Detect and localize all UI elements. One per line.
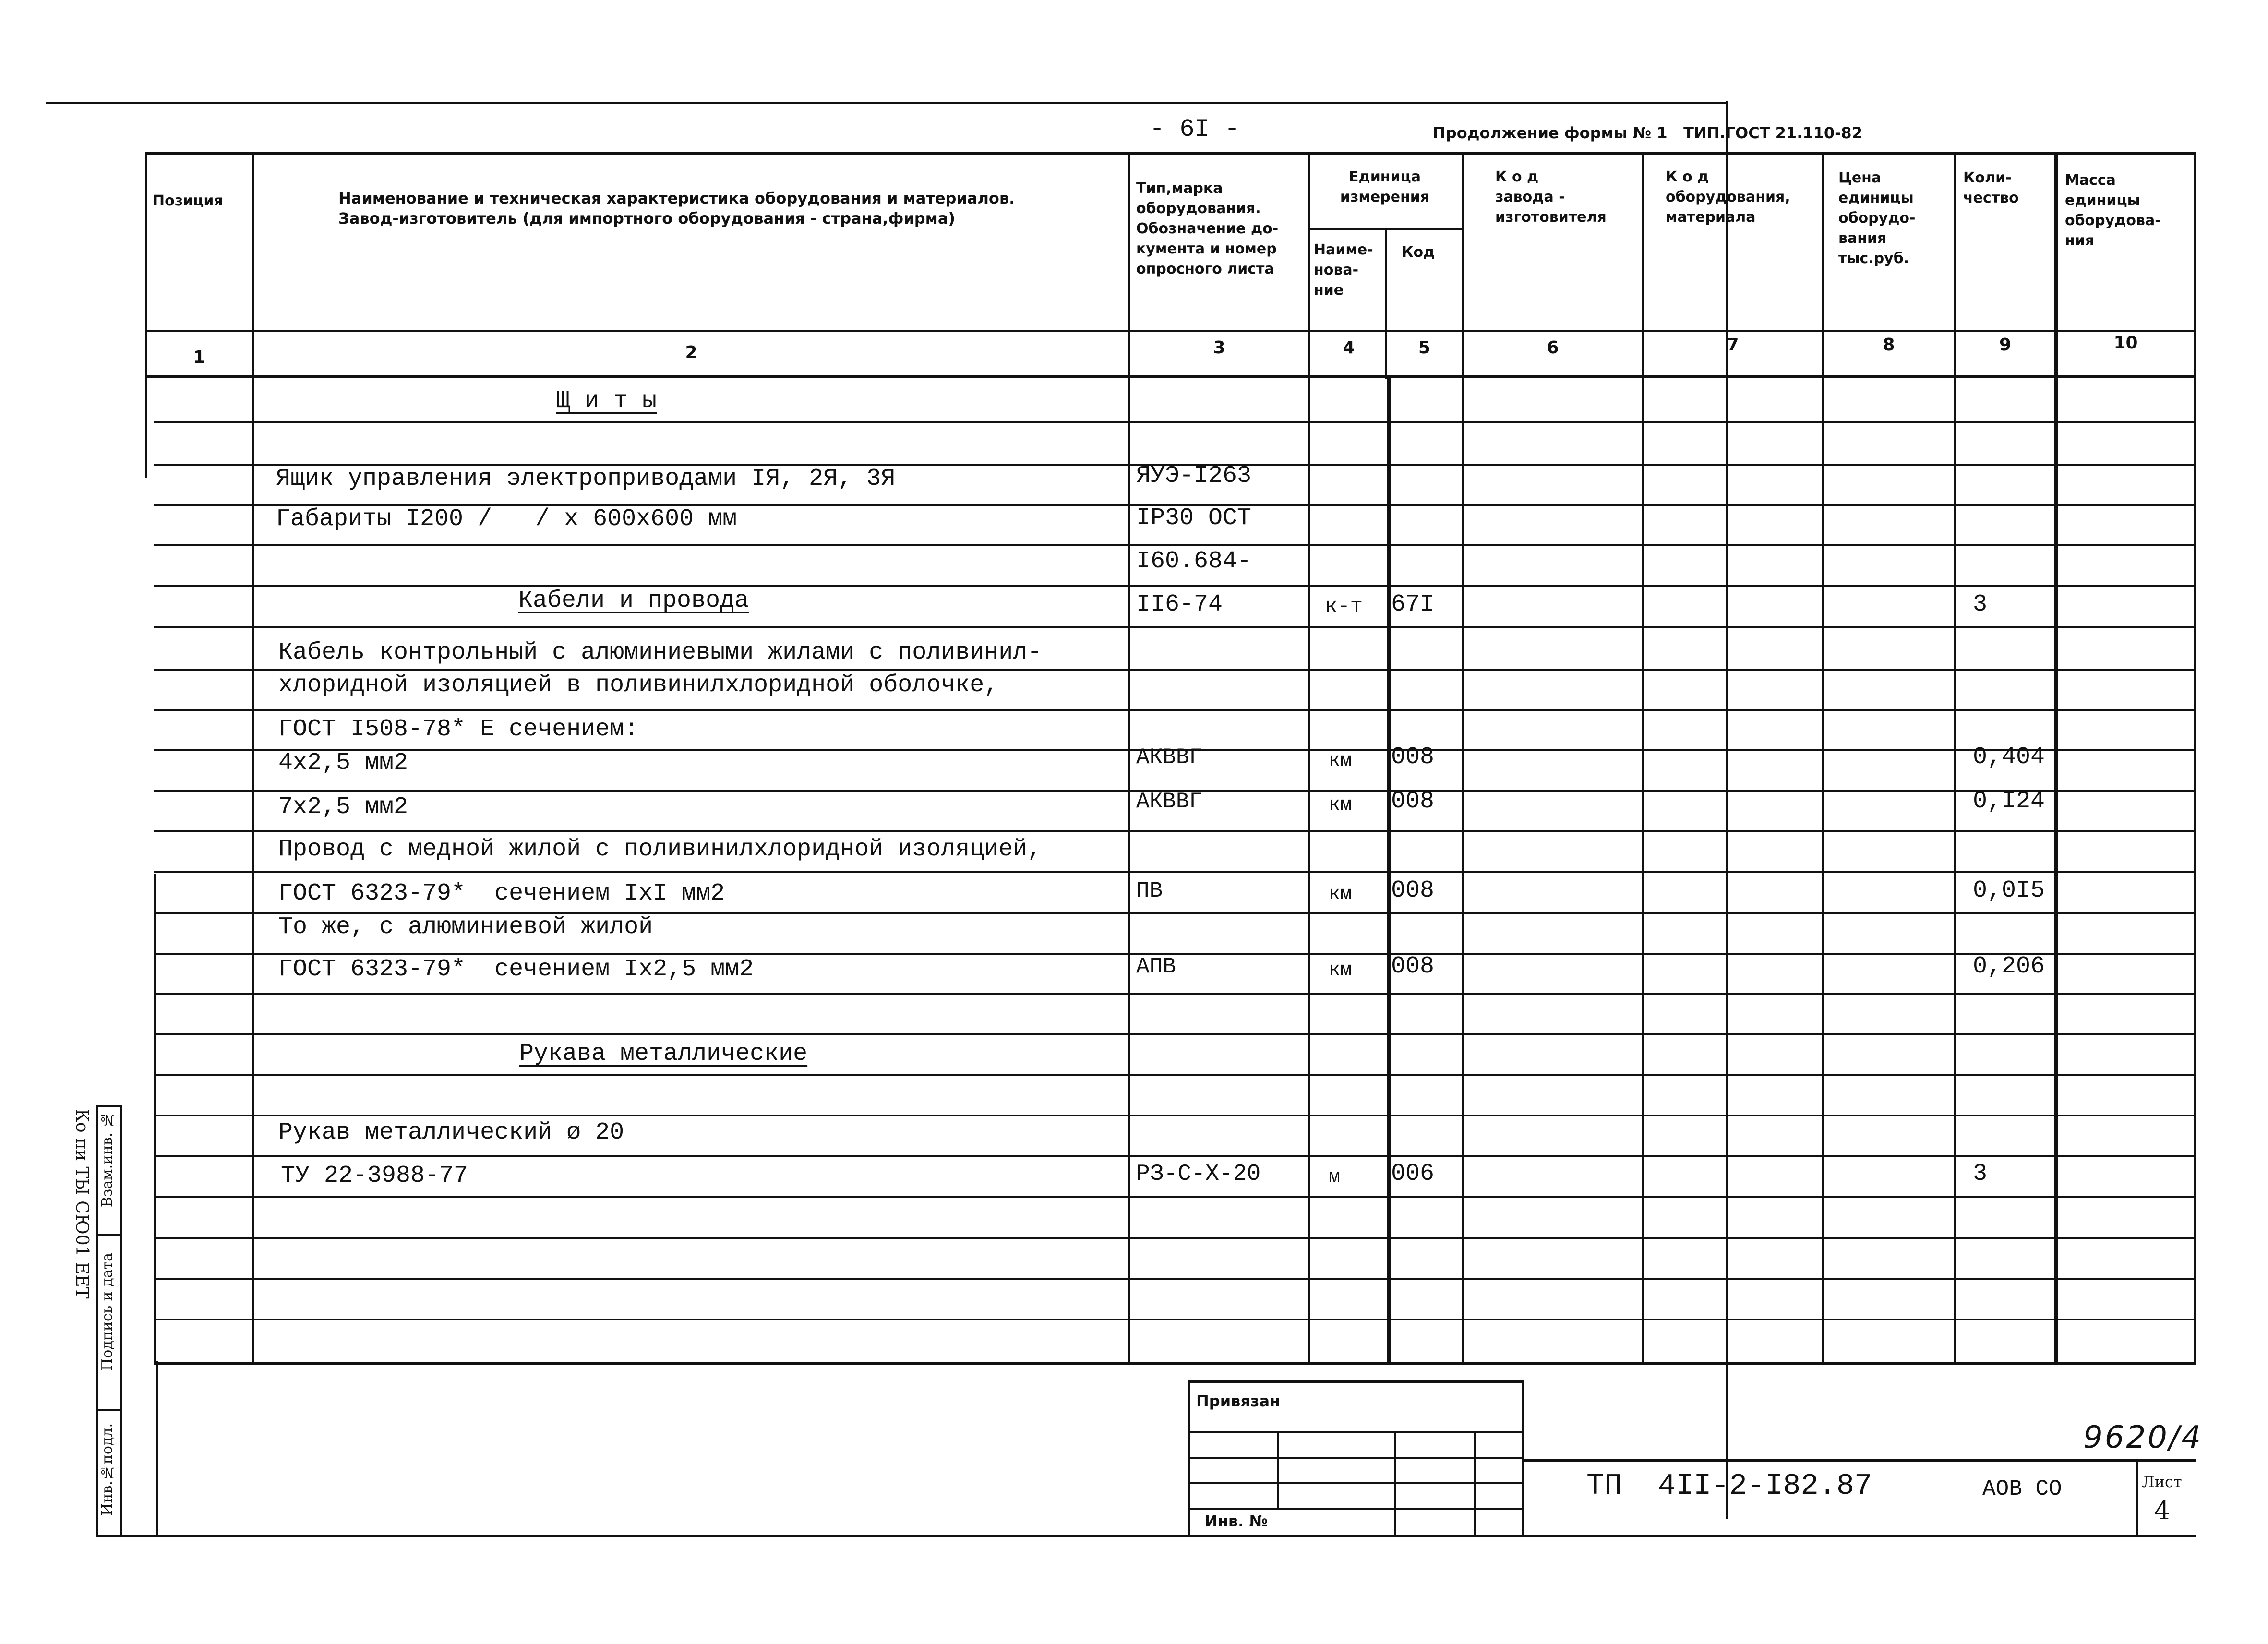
item-unit: к-т [1325, 595, 1363, 619]
vzam-inv-label: Взам.инв. № [99, 1111, 116, 1208]
item-type: II6-74 [1136, 591, 1223, 618]
item-qty: 3 [1973, 591, 1988, 618]
inv-number-label: Инв. № [1205, 1512, 1268, 1530]
item-code: 008 [1391, 877, 1435, 904]
col-header-unit-code: Код [1402, 244, 1435, 261]
item-unit: км [1329, 750, 1352, 772]
item-code: 008 [1391, 953, 1435, 980]
item-name: ГОСТ 6323-79* сечением IхI мм2 [278, 880, 725, 907]
col-number: 2 [685, 343, 697, 362]
sheet-number: 4 [2154, 1497, 2171, 1525]
col-header-type: Тип,марка оборудования. Обозначение до- кумента и номер опросного листа [1136, 180, 1279, 277]
item-type: АКВВГ [1136, 745, 1203, 770]
item-name: хлоридной изоляцией в поливинилхлоридной оболочке, [278, 672, 999, 699]
item-qty: 0,I24 [1973, 788, 2045, 815]
item-qty: 0,0I5 [1973, 877, 2045, 904]
col-header-unit-name: Наиме- нова- ние [1314, 241, 1373, 299]
album-code: АОВ СО [1982, 1476, 2062, 1501]
item-type: IP30 ОСТ [1136, 504, 1252, 532]
col-header-name: Наименование и техническая характеристика оборудования и материалов. Завод-изготовитель (для импортного оборудования - страна,фирма) [338, 189, 1015, 228]
item-name: То же, с алюминиевой жилой [278, 913, 653, 941]
item-code: 67I [1391, 591, 1435, 618]
page-number: - 6I - [1150, 115, 1240, 144]
col-number: 9 [1999, 335, 2012, 355]
section-heading: Кабели и провода [518, 587, 749, 614]
item-unit: км [1329, 960, 1352, 981]
archive-number: 9620/4 [2083, 1420, 2203, 1455]
col-header-maker-code: К о д завода - изготовителя [1495, 168, 1607, 226]
col-number: 7 [1727, 335, 1739, 355]
item-qty: 0,404 [1973, 744, 2045, 771]
col-header-mass: Масса единицы оборудова- ния [2065, 172, 2161, 249]
item-qty: 3 [1973, 1160, 1988, 1188]
item-type: ПВ [1136, 878, 1163, 903]
item-qty: 0,206 [1973, 953, 2045, 980]
item-name: Рукав металлический ø 20 [278, 1119, 624, 1146]
doc-number: ТП 4II-2-I82.87 [1586, 1469, 1872, 1503]
item-unit: м [1329, 1167, 1341, 1188]
item-type: ЯУЭ-I263 [1136, 462, 1252, 490]
col-number: 10 [2113, 333, 2138, 353]
col-number: 1 [193, 348, 205, 367]
copy-note: Ко пи ТЫ СЮ01 ЕЕТ [72, 1109, 92, 1299]
col-header-quantity: Коли- чество [1963, 169, 2019, 206]
item-name: Ящик управления электроприводами IЯ, 2Я, 3Я [276, 465, 896, 492]
item-name: ТУ 22-3988-77 [281, 1162, 468, 1189]
item-code: 006 [1391, 1160, 1435, 1188]
col-header-unit-group: Единица измерения [1340, 168, 1430, 205]
item-name: Провод с медной жилой с поливинилхлоридной изоляцией, [278, 836, 1042, 863]
item-name: 7х2,5 мм2 [278, 793, 408, 821]
item-name: ГОСТ I508-78* Е сечением: [278, 716, 639, 743]
item-type: РЗ-С-Х-20 [1136, 1161, 1261, 1187]
item-type: АКВВГ [1136, 789, 1203, 814]
col-header-price: Цена единицы оборудо- вания тыс.руб. [1838, 169, 1916, 267]
item-type: I60.684- [1136, 548, 1252, 575]
section-heading: Щ и т ы [556, 387, 657, 415]
col-number: 5 [1418, 338, 1431, 358]
inv-podl-label: Инв.№подл. [99, 1423, 116, 1516]
section-heading: Рукава металлические [519, 1040, 808, 1068]
col-header-position: Позиция [153, 192, 223, 209]
signature-date-label: Подпись и дата [99, 1253, 116, 1371]
item-code: 008 [1391, 788, 1435, 815]
col-header-equipment-code: К о д оборудования, материала [1666, 168, 1790, 226]
item-type: АПВ [1136, 954, 1176, 979]
col-number: 8 [1883, 335, 1895, 355]
item-unit: км [1329, 794, 1352, 816]
form-title: Продолжение формы № 1 ТИП.ГОСТ 21.110-82 [1433, 124, 1862, 142]
item-name: Габариты I200 / / х 600х600 мм [276, 505, 737, 533]
bound-label: Привязан [1196, 1392, 1281, 1410]
col-number: 3 [1213, 338, 1225, 358]
sheet-label: Лист [2142, 1473, 2182, 1491]
item-name: 4х2,5 мм2 [278, 749, 408, 777]
col-number: 6 [1547, 338, 1559, 358]
item-name: ГОСТ 6323-79* сечением Iх2,5 мм2 [278, 956, 754, 983]
item-unit: км [1329, 884, 1352, 905]
col-number: 4 [1343, 338, 1355, 358]
item-name: Кабель контрольный с алюминиевыми жилами с поливинил- [278, 639, 1042, 666]
item-code: 008 [1391, 744, 1435, 771]
